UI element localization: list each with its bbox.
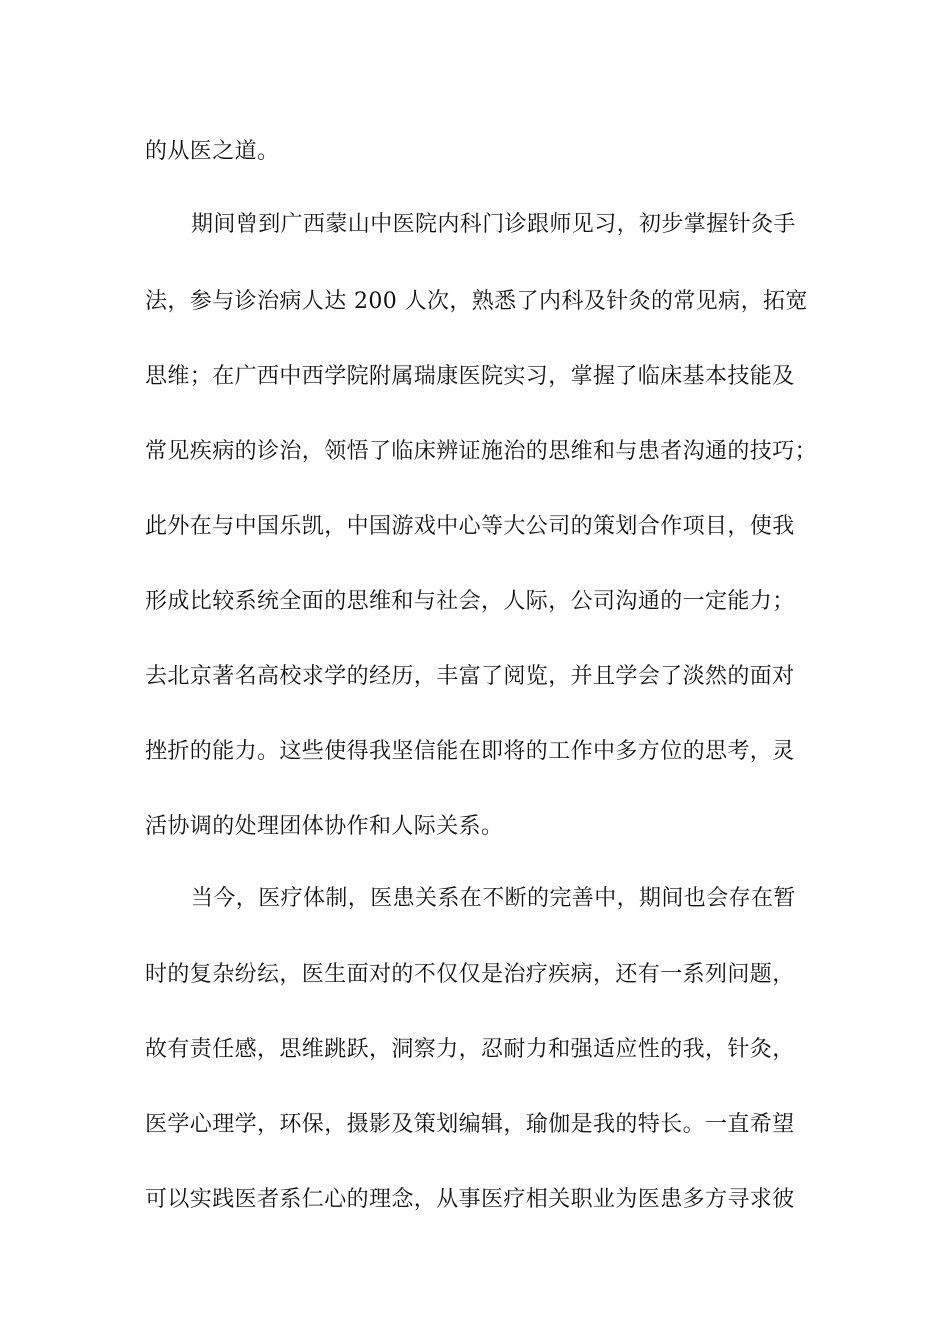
text-line: 形成比较系统全面的思维和与社会，人际，公司沟通的一定能力； — [145, 589, 795, 614]
paragraph-start-line: 当今，医疗体制，医患关系在不断的完善中，期间也会存在暂 — [191, 886, 796, 911]
text-line: 常见疾病的诊治，领悟了临床辨证施治的思维和与患者沟通的技巧； — [145, 439, 818, 464]
text-line: 此外在与中国乐凯，中国游戏中心等大公司的策划合作项目，使我 — [145, 514, 795, 539]
text-line: 挫折的能力。这些使得我坚信能在即将的工作中多方位的思考，灵 — [145, 739, 795, 764]
text-line: 故有责任感，思维跳跃，洞察力，忍耐力和强适应性的我，针灸， — [145, 1037, 795, 1062]
text-line: 医学心理学，环保，摄影及策划编辑，瑜伽是我的特长。一直希望 — [145, 1112, 795, 1137]
text-line: 思维；在广西中西学院附属瑞康医院实习，掌握了临床基本技能及 — [145, 364, 795, 389]
text-line: 去北京著名高校求学的经历，丰富了阅览，并且学会了淡然的面对 — [145, 664, 795, 689]
paragraph-start-line: 期间曾到广西蒙山中医院内科门诊跟师见习，初步掌握针灸手 — [191, 212, 796, 237]
text-line: 的从医之道。 — [145, 139, 280, 164]
text-line: 可以实践医者系仁心的理念，从事医疗相关职业为医患多方寻求彼 — [145, 1187, 795, 1212]
text-line: 时的复杂纷纭，医生面对的不仅仅是治疗疾病，还有一系列问题， — [145, 962, 795, 987]
text-line: 法，参与诊治病人达 200 人次，熟悉了内科及针灸的常见病，拓宽 — [145, 289, 808, 314]
text-line: 活协调的处理团体协作和人际关系。 — [145, 814, 504, 839]
